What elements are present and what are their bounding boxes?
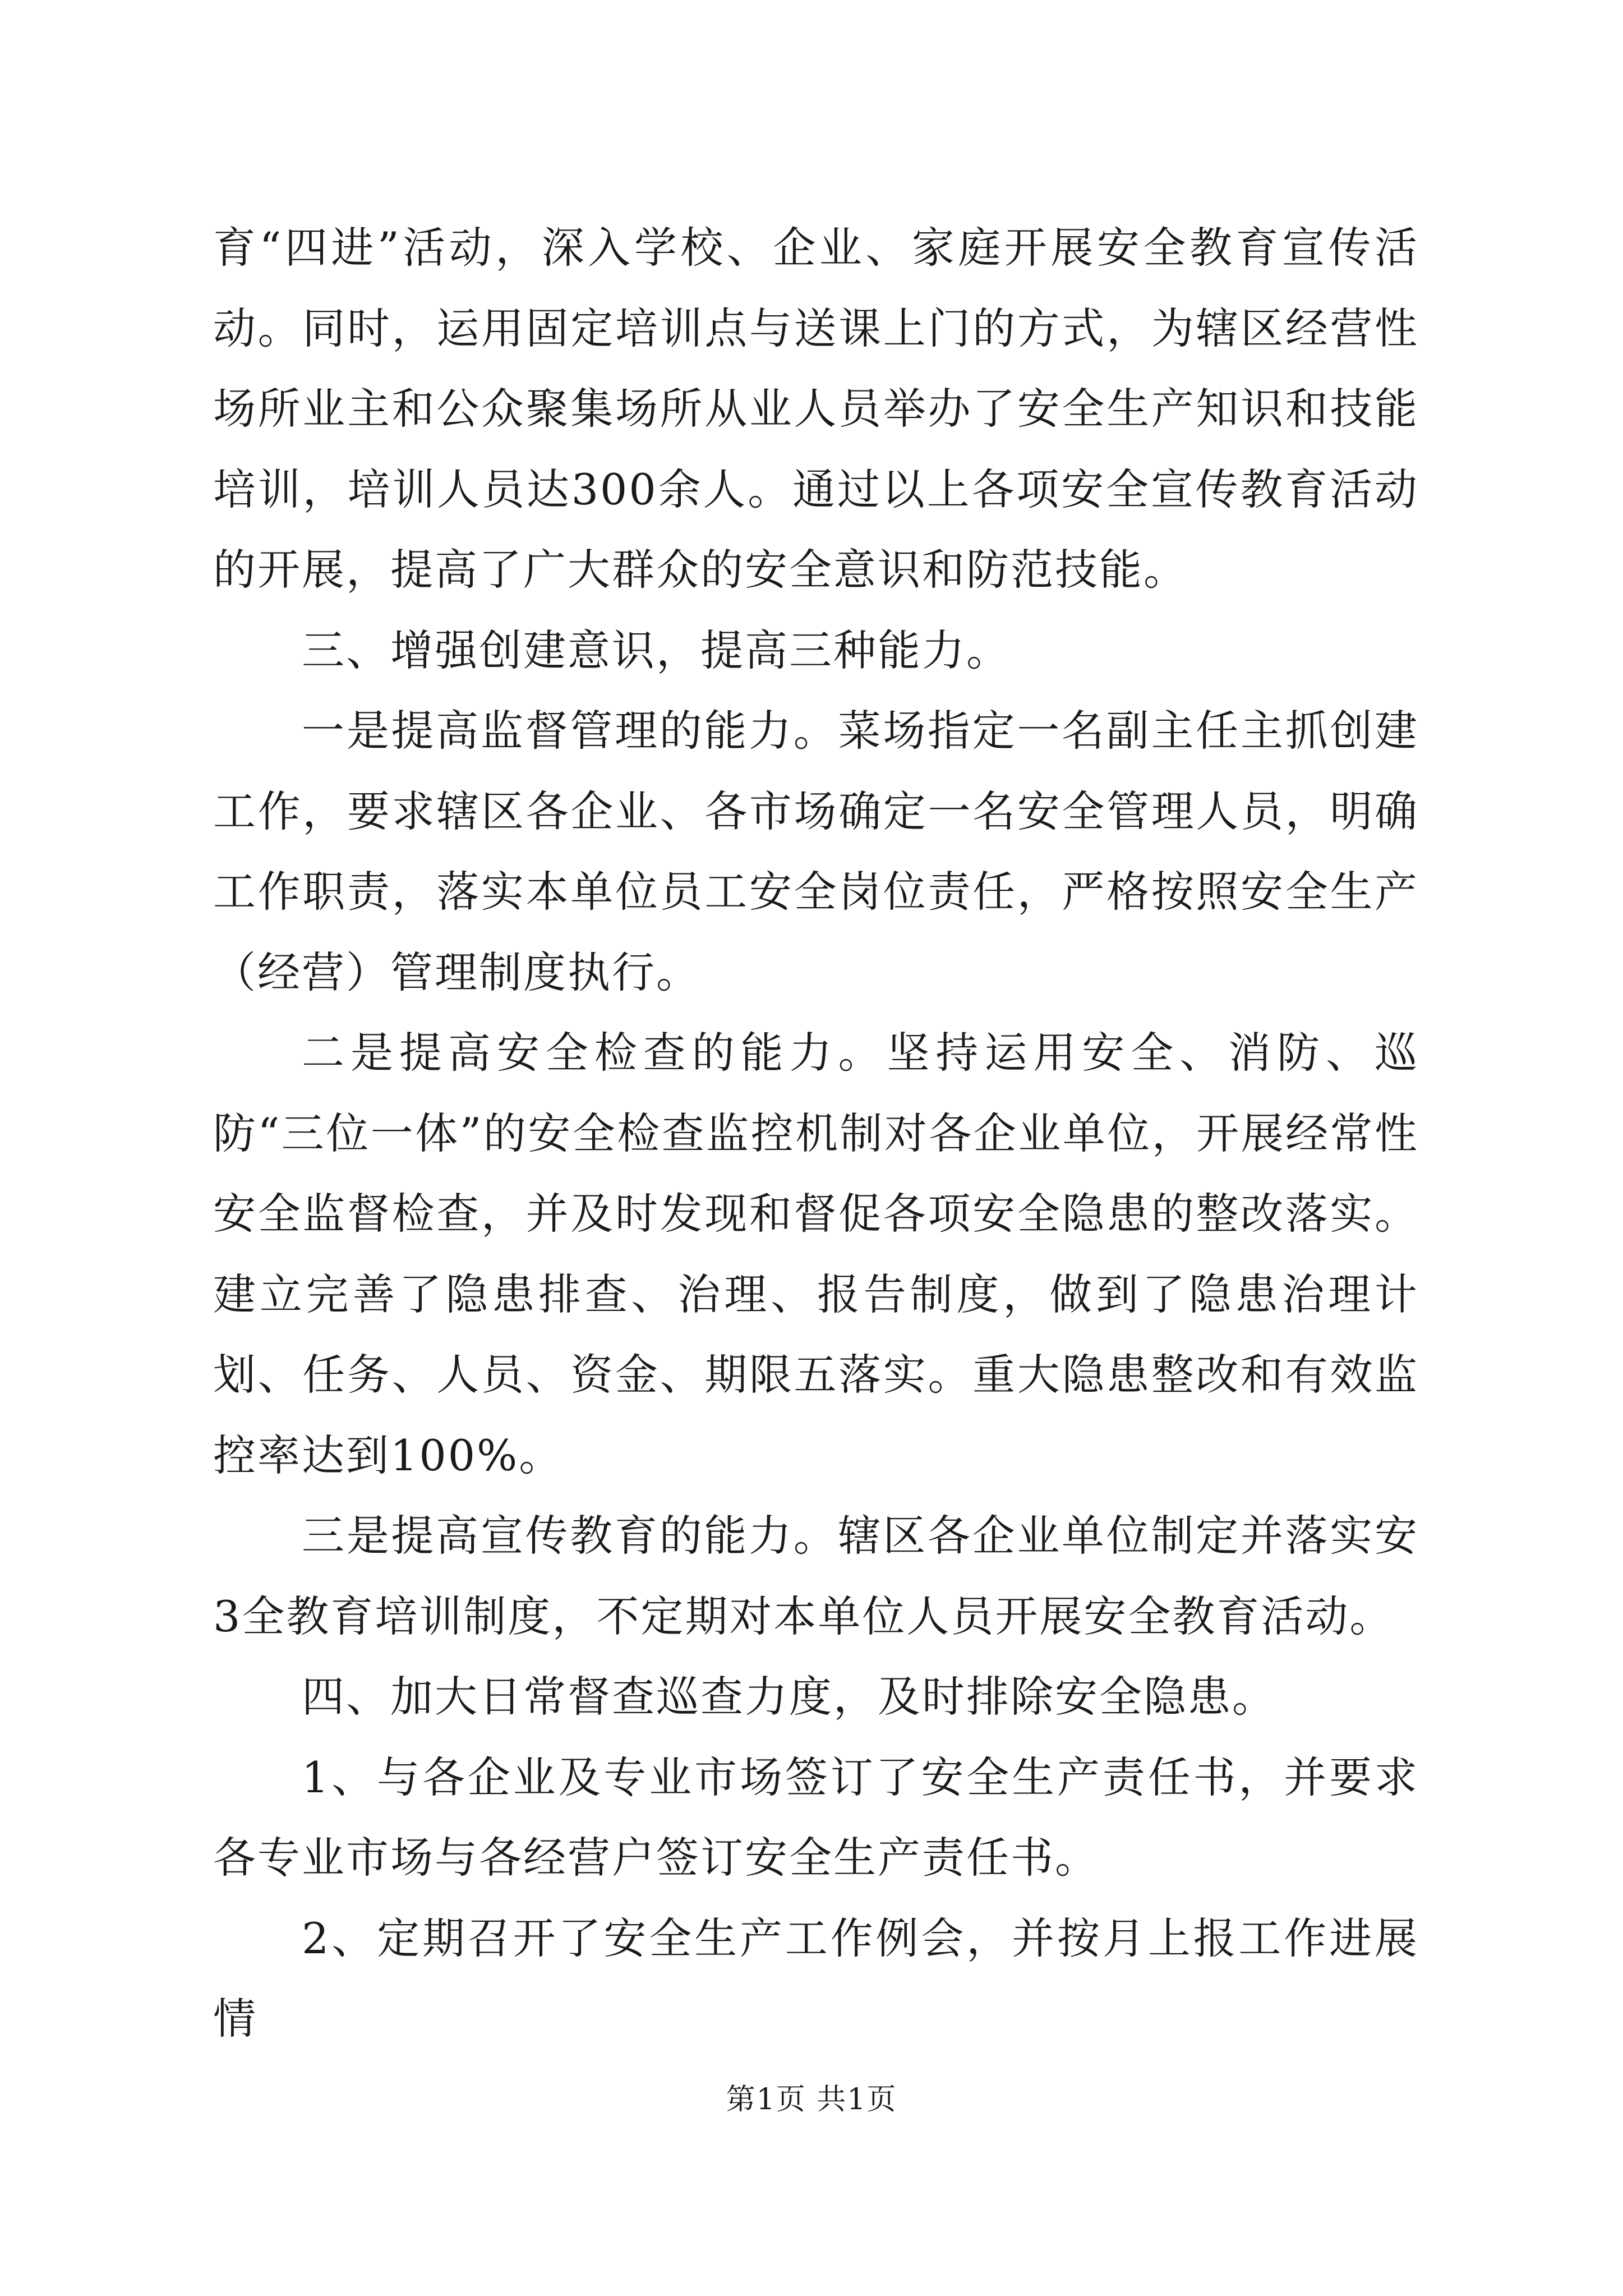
document-body: [213, 208, 1419, 2059]
section-heading-three: 三、增强创建意识，提高三种能力。: [302, 625, 1011, 675]
paragraph-supervision: 一是提高监督管理的能力。菜场指定一名副主任主抓创建工作，要求辖区各企业、各市场确定一名安全管理人员，明确工作职责，落实本单位员工安全岗位责任，严格按照安全生产（经营）管理制度执行。: [213, 706, 1419, 997]
list-item-2: 2、定期召开了安全生产工作例会，并按月上报工作进展情: [213, 1913, 1419, 2044]
page-footer: 第1页 共1页: [726, 2083, 897, 2116]
paragraph-education: 三是提高宣传教育的能力。辖区各企业单位制定并落实安3全教育培训制度，不定期对本单位人员开展安全教育活动。: [213, 1511, 1419, 1641]
list-item-1: 1、与各企业及专业市场签订了安全生产责任书，并要求各专业市场与各经营户签订安全生产责任书。: [213, 1752, 1419, 1883]
paragraph-inspection: 二是提高安全检查的能力。坚持运用安全、消防、巡防“三位一体”的安全检查监控机制对各企业单位，开展经常性安全监督检查，并及时发现和督促各项安全隐患的整改落实。建立完善了隐患排查、治理、报告制度，做到了隐患治理计划、任务、人员、资金、期限五落实。重大隐患整改和有效监控率达到100%。: [213, 1028, 1419, 1480]
section-heading-four: 四、加大日常督查巡查力度，及时排除安全隐患。: [302, 1672, 1276, 1722]
paragraph-continuation: 育“四进”活动，深入学校、企业、家庭开展安全教育宣传活动。同时，运用固定培训点与送课上门的方式，为辖区经营性场所业主和公众聚集场所从业人员举办了安全生产知识和技能培训，培训人员达300余人。通过以上各项安全宣传教育活动的开展，提高了广大群众的安全意识和防范技能。: [213, 223, 1419, 595]
